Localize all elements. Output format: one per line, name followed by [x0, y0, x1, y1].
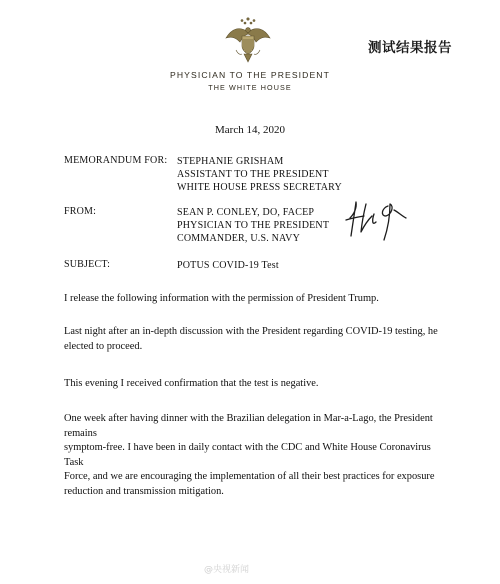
signature	[344, 196, 410, 242]
office-location: THE WHITE HOUSE	[208, 83, 292, 92]
presidential-seal-icon	[222, 14, 274, 66]
paragraph-line: symptom-free. I have been in daily contact with the CDC and White House Coronavirus Task	[64, 442, 431, 468]
recipient-line: ASSISTANT TO THE PRESIDENT	[177, 169, 329, 180]
recipient-line: WHITE HOUSE PRESS SECRETARY	[177, 182, 342, 193]
sender-line: SEAN P. CONLEY, DO, FACEP	[177, 207, 315, 218]
memorandum-recipient	[177, 155, 342, 194]
memo-date: March 14, 2020	[215, 124, 285, 136]
from-sender	[177, 206, 329, 245]
paragraph-3: This evening I received confirmation that the test is negative.	[64, 378, 319, 389]
paragraph-2	[64, 325, 444, 354]
subject-label: SUBJECT:	[64, 259, 111, 270]
paragraph-1: I release the following information with the permission of President Trump.	[64, 293, 379, 304]
paragraph-line: Last night after an in-depth discussion with the President regarding COVID-19 testing, he	[64, 326, 438, 337]
paragraph-line: elected to proceed.	[64, 340, 143, 352]
memorandum-label: MEMORANDUM FOR:	[64, 155, 168, 166]
watermark: @央视新闻	[204, 565, 250, 575]
sender-line: COMMANDER, U.S. NAVY	[177, 233, 300, 244]
paragraph-4	[64, 412, 444, 500]
from-label: FROM:	[64, 206, 97, 217]
subject-value: POTUS COVID-19 Test	[177, 260, 279, 271]
office-title: PHYSICIAN TO THE PRESIDENT	[170, 70, 330, 80]
recipient-line: STEPHANIE GRISHAM	[177, 156, 284, 167]
chinese-report-title: 测试结果报告	[368, 40, 452, 56]
paragraph-line: reduction and transmission mitigation.	[64, 485, 224, 497]
paragraph-line: Force, and we are encouraging the implementation of all their best practices for exposure	[64, 471, 435, 483]
sender-line: PHYSICIAN TO THE PRESIDENT	[177, 220, 330, 231]
paragraph-line: One week after having dinner with the Brazilian delegation in Mar-a-Lago, the President remains	[64, 413, 433, 439]
